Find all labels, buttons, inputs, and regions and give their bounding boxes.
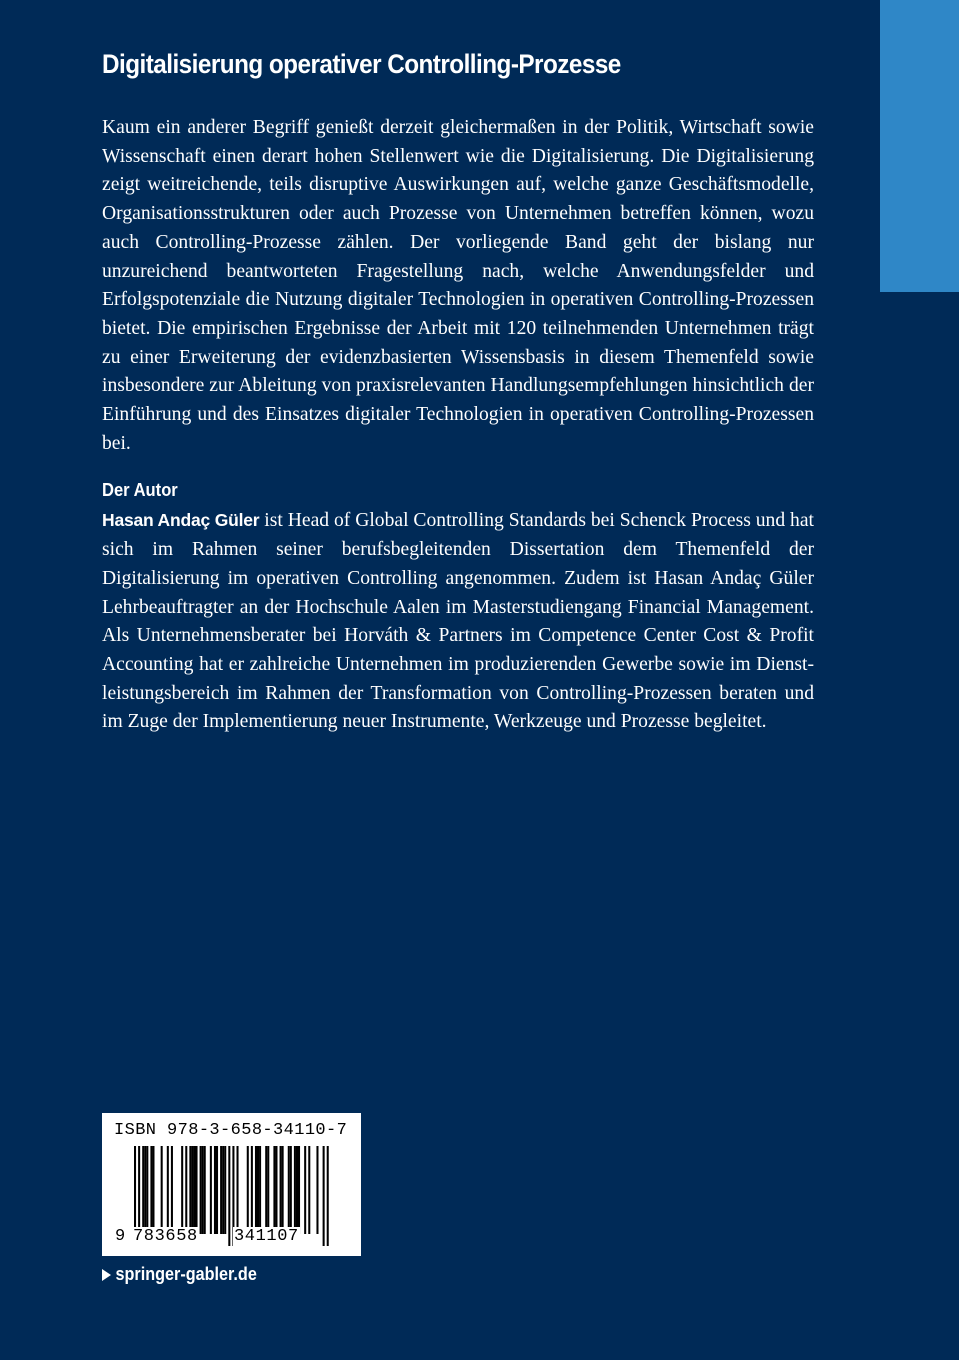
barcode-bar <box>288 1146 290 1234</box>
barcode-bar <box>171 1146 173 1234</box>
barcode-bar <box>210 1146 212 1234</box>
barcode-bar <box>290 1146 292 1234</box>
ean-left-digits: 783658 <box>133 1227 198 1246</box>
barcode-bar <box>185 1146 187 1234</box>
barcode-bar <box>200 1146 202 1234</box>
isbn-label: ISBN 978-3-658-34110-7 <box>114 1121 348 1140</box>
barcode-bar <box>327 1146 329 1246</box>
barcode-bar <box>267 1146 269 1234</box>
ean-right-digits: 341107 <box>234 1227 299 1246</box>
barcode-bar <box>216 1146 218 1234</box>
barcode-bar <box>204 1146 206 1234</box>
author-heading: Der Autor <box>102 480 178 501</box>
author-name: Hasan Andaç Güler <box>102 510 260 531</box>
barcode-bar <box>228 1146 230 1246</box>
barcode-bar <box>222 1146 224 1234</box>
barcode-bar <box>273 1146 275 1234</box>
barcode-bar <box>296 1146 298 1234</box>
barcode-bar <box>146 1146 148 1234</box>
barcode-bar <box>220 1146 222 1234</box>
barcode-bar <box>298 1146 300 1234</box>
barcode-bar <box>257 1146 259 1234</box>
author-bio-text: ist Head of Global Controlling Standards bei Schenck Process und hat sich im Rahmen seiner berufsbegleitenden Dissertation dem Themenfeld der Digitalisierung im operativen Controlling angenommen. Zudem ist Hasan Andaç Güler Lehrbeauftragter an der Hochschule Aalen im Masterstudiengang Financial Management. Als Unternehmensberater bei Horváth & Partners im Competence Center Cost & Profit Accounting hat er zahlreiche Unternehmen im produzierenden Gewerbe sowie im Dienstleistungsbereich im Rahmen der Transformation von Controlling-Prozessen beraten und im Zuge der Implementierung neuer Instrumente, Werkzeuge und Prozesse begleitet. <box>102 510 814 733</box>
barcode-bar <box>259 1146 261 1234</box>
barcode-bar <box>144 1146 146 1234</box>
barcode-bar <box>237 1146 239 1234</box>
author-bio <box>102 506 814 737</box>
barcode-bar <box>193 1146 195 1234</box>
website-link[interactable]: springer-gabler.de <box>115 1264 257 1284</box>
book-blurb: Kaum ein anderer Begriff genießt derzeit gleichermaßen in der Politik, Wirtschaft sowie Wissenschaft einen derart hohen Stellenwert wie die Digitalisierung. Die Digitalisierung zeigt weitreichende, teils disruptive Auswirkungen auf, welche ganze Geschäftsmodelle, Organisationsstrukturen oder auch Prozesse von Unternehmen betreffen können, wozu auch Controlling-Prozesse zählen. Der vorliegende Band geht der bislang nur unzureichend beantworteten Fragestellung nach, welche Anwendungsfelder und Erfolgspotenziale die Nutzung digitaler Technologien in operativen Controlling-Prozessen bietet. Die empirischen Ergebnisse der Arbeit mit 120 teilnehmenden Unternehmen trägt zu einer Erweiterung der evidenzbasierten Wissensbasis in diesem Themenfeld sowie insbesondere zur Ableitung von praxisrelevanten Handlungsempfehlungen hinsichtlich der Einführung und des Einsatzes digitaler Technologien in operativen Controlling-Prozessen bei. <box>102 117 814 454</box>
barcode-bar <box>255 1146 257 1234</box>
barcode-bar <box>150 1146 152 1234</box>
barcode-bar <box>214 1146 216 1234</box>
publisher-website[interactable] <box>102 1262 257 1286</box>
book-title: Digitalisierung operativer Controlling-Prozesse <box>102 49 621 79</box>
arrow-right-icon <box>102 1269 111 1281</box>
barcode-bar <box>280 1146 282 1234</box>
accent-bar <box>880 0 959 292</box>
barcode-bar <box>142 1146 144 1234</box>
barcode-bar <box>251 1146 253 1234</box>
barcode-bar <box>202 1146 204 1234</box>
barcode-bar <box>275 1146 277 1234</box>
barcode-bar <box>189 1146 191 1234</box>
barcode-bar <box>167 1146 169 1234</box>
barcode-bar <box>265 1146 267 1234</box>
barcode-bar <box>181 1146 183 1234</box>
barcode-bar <box>282 1146 284 1234</box>
barcode-bar <box>308 1146 310 1234</box>
barcode-bar <box>323 1146 325 1246</box>
back-cover-content <box>102 44 814 737</box>
barcode-bar <box>224 1146 226 1234</box>
isbn-barcode <box>102 1113 361 1256</box>
barcode-bar <box>196 1146 198 1234</box>
barcode-bar <box>152 1146 154 1234</box>
barcode-bar <box>161 1146 163 1234</box>
barcode-bar <box>294 1146 296 1234</box>
barcode-bar <box>304 1146 306 1234</box>
barcode-bar <box>191 1146 193 1234</box>
barcode-bar <box>247 1146 249 1234</box>
barcode-bar <box>316 1146 318 1234</box>
ean-first-digit: 9 <box>115 1227 126 1246</box>
